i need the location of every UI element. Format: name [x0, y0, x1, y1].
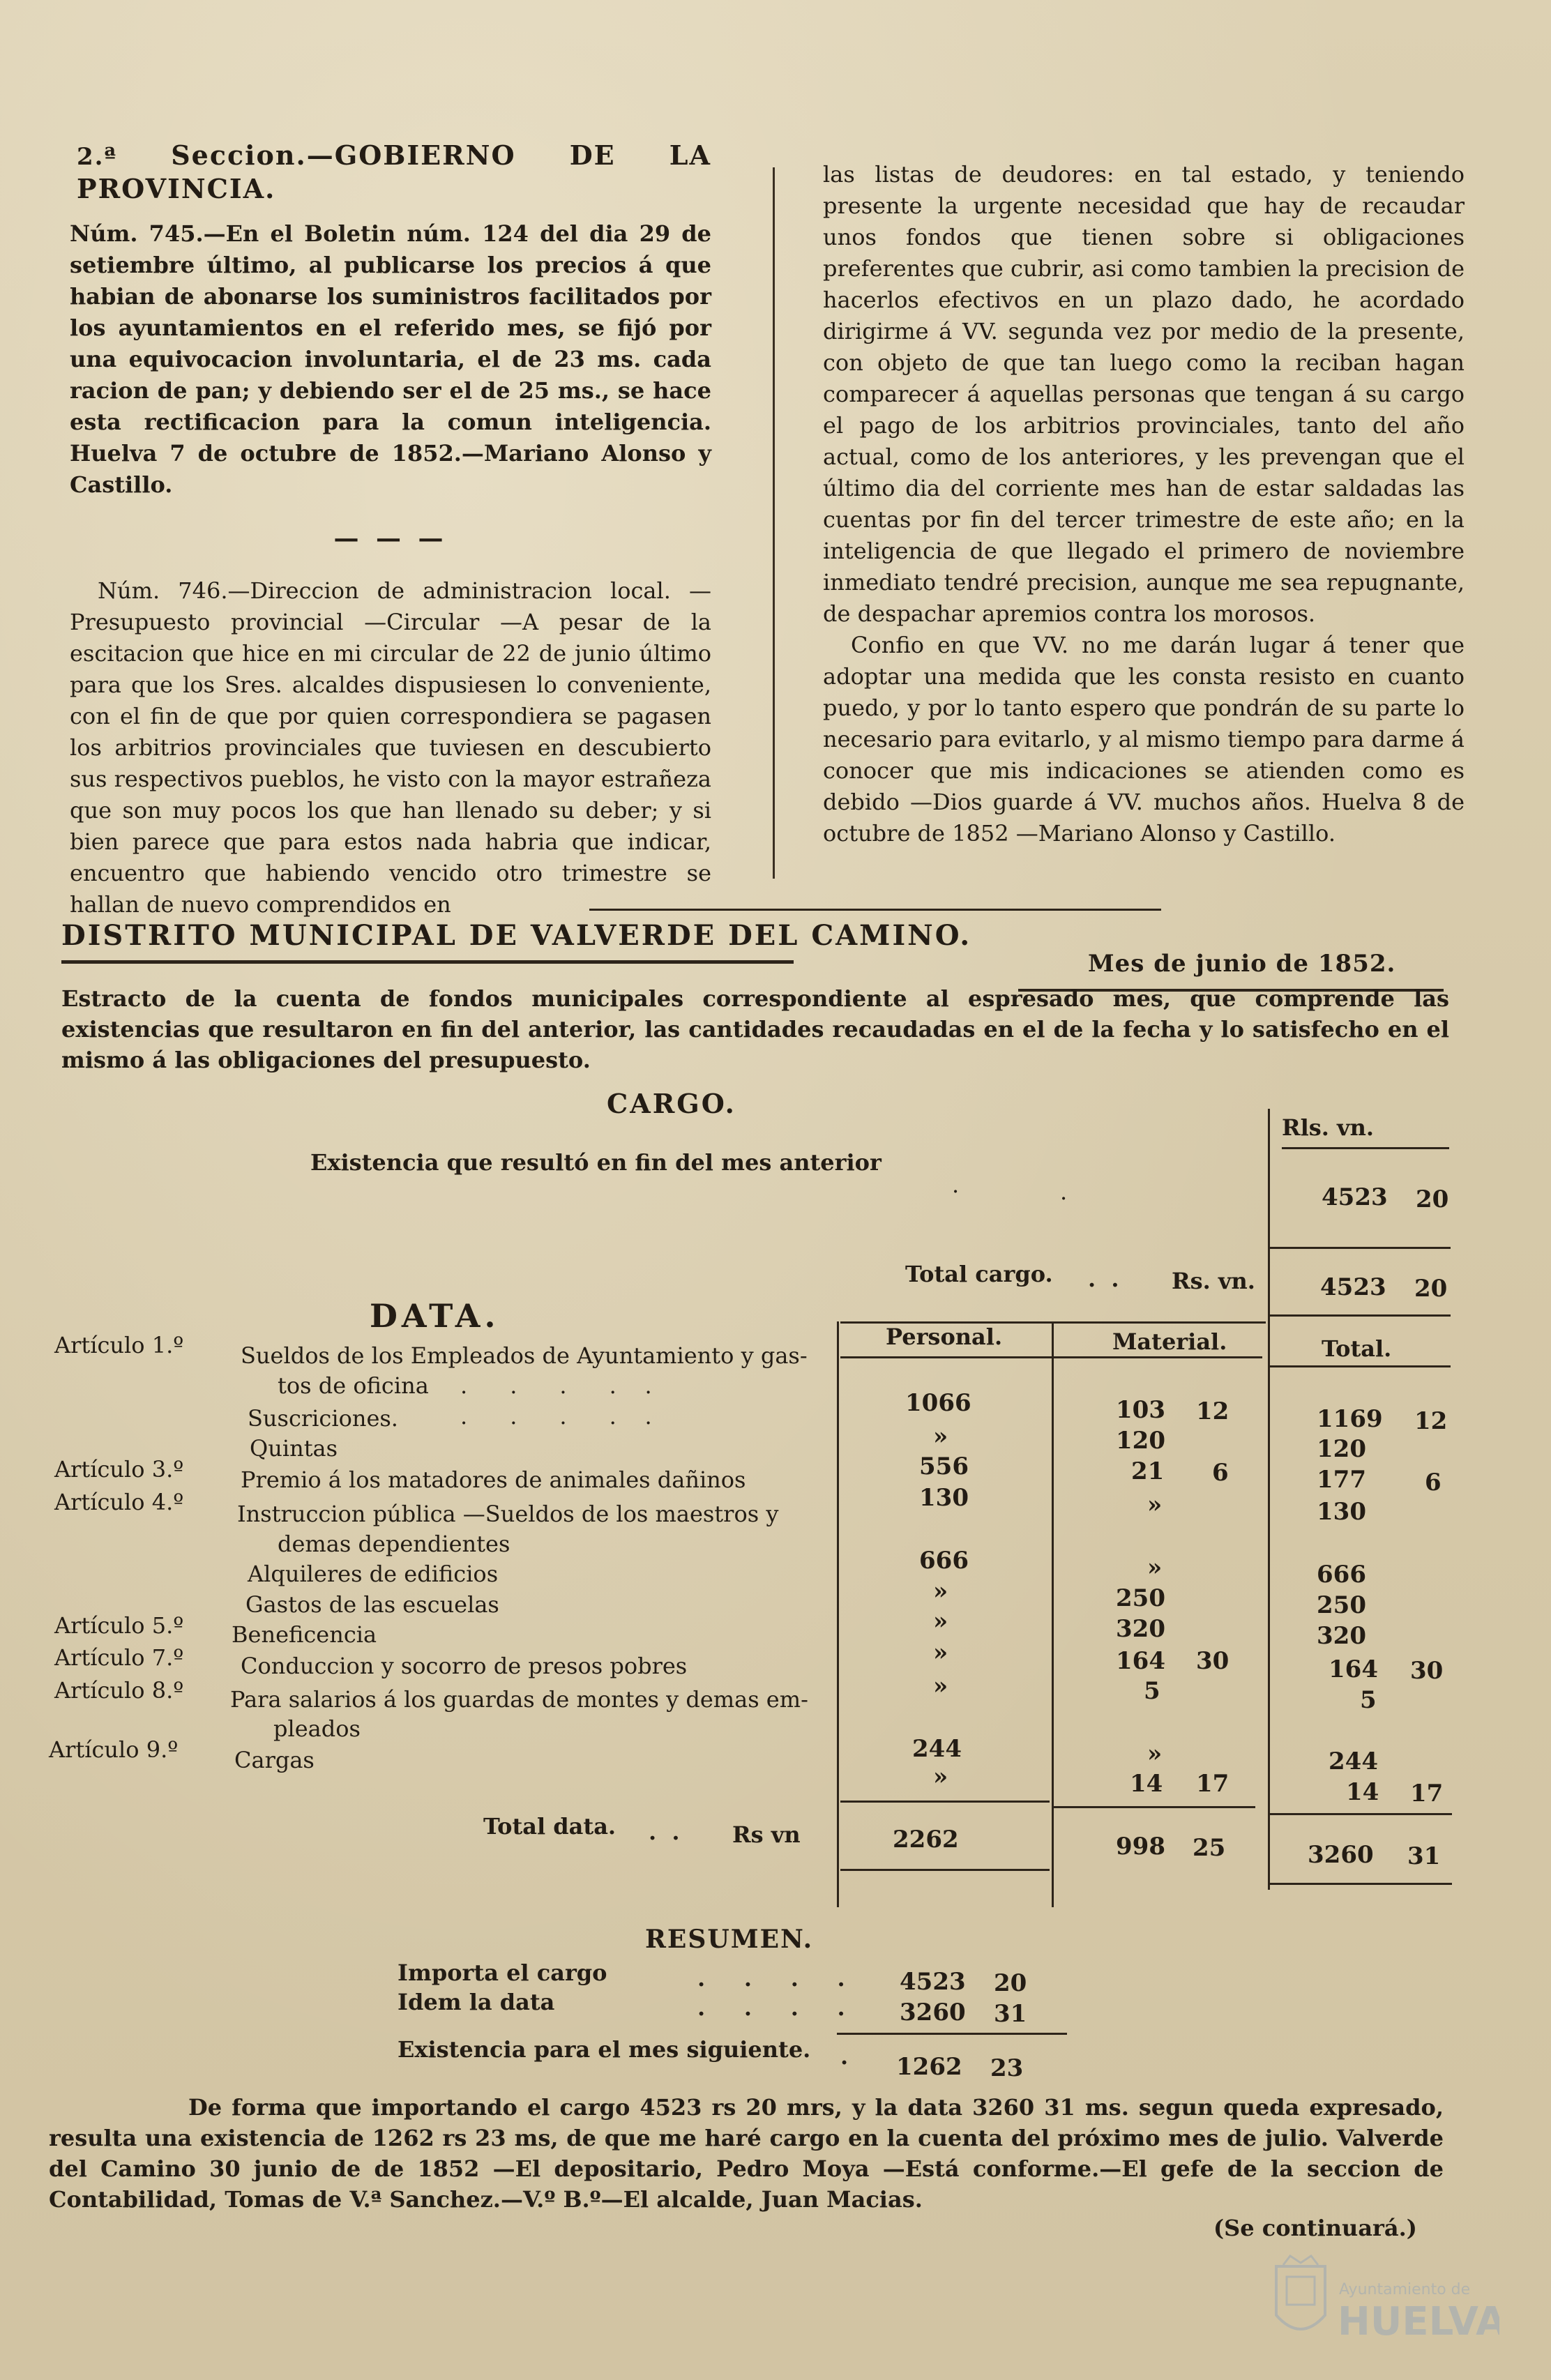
cargo-total-label: Total cargo. [905, 1261, 1053, 1287]
resumen-dot-3: . [840, 2043, 849, 2070]
bottom-rule-total [1269, 1883, 1452, 1885]
row-material-reales: » [1147, 1491, 1163, 1519]
row-article: Artículo 4.º [54, 1489, 184, 1515]
section-title [77, 139, 711, 204]
row-description-cont: pleados [273, 1715, 361, 1742]
cargo-left-rule [1268, 1109, 1270, 1890]
resumen-cargo-label: Importa el cargo [398, 1960, 607, 1986]
notice-746-left [70, 575, 711, 920]
extract-text: Estracto de la cuenta de fondos municipales correspondiente al espresado mes, que comprende las existencias que resultaron en fin del anterior, las cantidades recaudadas en el de la fecha y lo satisfecho en el mismo á las obligaciones del presupuesto. [61, 985, 1449, 1073]
notice-746-text-left: —Direccion de administracion local. —Presupuesto provincial —Circular —A pesar de la escitacion que hice en mi circular de 22 de junio último para que los Sres. alcaldes dispusiesen lo conveniente, con el fin de que por quien correspondiera se pagasen los arbitrios provinciales que tuviesen en descubierto sus respectivos pueblos, he visto con la mayor estrañeza que son muy pocos los que han llenado su deber; y si bien parece que para estos nada habria que indicar, encuentro que habiendo vencido otro trimestre se hallan de nuevo comprendidos en [70, 577, 711, 918]
row-description: Gastos de las escuelas [245, 1591, 499, 1618]
row-material-centimos: 6 [1212, 1459, 1229, 1487]
resumen-data-centimos: 31 [994, 2000, 1027, 2028]
row-total-reales: 1169 [1317, 1405, 1383, 1433]
row-material-reales: 5 [1144, 1677, 1160, 1705]
row-material-reales: 320 [1116, 1615, 1165, 1643]
data-total-total-centimos: 31 [1407, 1842, 1441, 1870]
row-description-cont: demas dependientes [278, 1531, 510, 1557]
row-material-reales: 250 [1116, 1584, 1165, 1612]
cargo-col-head: Rls. vn. [1282, 1114, 1375, 1141]
row-total-reales: 130 [1317, 1498, 1366, 1526]
data-total-total-reales: 3260 [1308, 1841, 1374, 1869]
existencia-label: Existencia que resultó en fin del mes anterior [310, 1149, 882, 1176]
row-material-reales: 14 [1130, 1770, 1163, 1798]
closing-paragraph [49, 2092, 1444, 2215]
row-total-centimos: 6 [1425, 1469, 1442, 1496]
row-total-reales: 250 [1317, 1591, 1366, 1619]
row-personal: » [933, 1423, 948, 1450]
row-material-centimos: 30 [1196, 1647, 1230, 1675]
row-material-centimos: 12 [1196, 1397, 1230, 1425]
row-personal: » [933, 1607, 948, 1635]
data-top-rule-total [1269, 1314, 1451, 1317]
data-total-unit: Rs vn [732, 1821, 801, 1848]
col-rule-material [1052, 1321, 1054, 1907]
total-rule-material [1053, 1806, 1255, 1808]
row-personal: 244 [912, 1735, 962, 1763]
coat-of-arms-icon [1262, 2252, 1499, 2357]
notice-745 [70, 218, 711, 501]
month-label: Mes de junio de 1852. [1088, 950, 1396, 978]
total-rule-total [1269, 1813, 1452, 1815]
row-article: Artículo 3.º [54, 1456, 184, 1483]
row-material-reales: 103 [1116, 1396, 1165, 1424]
existencia-centimos: 20 [1416, 1185, 1449, 1213]
row-description: Sueldos de los Empleados de Ayuntamiento y gas- [241, 1342, 808, 1369]
data-total-personal: 2262 [893, 1826, 959, 1854]
row-personal: » [933, 1672, 948, 1700]
row-personal: » [933, 1577, 948, 1605]
row-total-centimos: 17 [1410, 1780, 1444, 1807]
resumen-dots-2: . . . . [697, 1994, 845, 2021]
cargo-total-centimos: 20 [1414, 1275, 1448, 1303]
row-description: Conduccion y socorro de presos pobres [241, 1653, 688, 1679]
row-material-reales: » [1147, 1740, 1163, 1768]
row-description: Cargas [234, 1747, 315, 1773]
section-heading: Seccion.—GOBIERNO DE LA PROVINCIA. [77, 139, 711, 204]
row-total-reales: 666 [1317, 1561, 1366, 1589]
row-article: Artículo 8.º [54, 1677, 184, 1704]
row-total-reales: 177 [1317, 1466, 1366, 1494]
rule-top [589, 909, 1161, 911]
row-total-reales: 120 [1317, 1435, 1366, 1463]
notice-745-text: —En el Boletin núm. 124 del dia 29 de setiembre último, al publicarse los precios á que habian de abonarse los suministros facilitados por los ayuntamientos en el referido mes, se fijó por una equivocacion involuntaria, el de 23 ms. cada racion de pan; y debiendo ser el de 25 ms., se hace esta rectificacion para la comun inteligencia. Huelva 7 de octubre de 1852.—Mariano Alonso y Castillo. [70, 220, 712, 498]
district-title: DISTRITO MUNICIPAL DE VALVERDE DEL CAMINO. [61, 919, 972, 952]
row-description-cont: tos de oficina [278, 1372, 429, 1399]
cargo-total-unit: Rs. vn. [1172, 1268, 1255, 1294]
col-material: Material. [1112, 1328, 1227, 1355]
row-description: Beneficencia [232, 1621, 377, 1648]
row-personal: 556 [919, 1453, 969, 1480]
leader-dots-a: . . . . . . . . . . [460, 1372, 652, 1430]
row-total-centimos: 30 [1410, 1657, 1444, 1685]
row-total-reales: 164 [1329, 1655, 1378, 1683]
data-heading: DATA. [370, 1297, 500, 1335]
row-article: Artículo 5.º [54, 1612, 184, 1639]
continued-note: (Se continuará.) [1213, 2215, 1417, 2241]
row-article: Artículo 7.º [54, 1644, 184, 1671]
data-total-label: Total data. [483, 1813, 616, 1840]
resumen-heading: RESUMEN. [645, 1925, 814, 1954]
row-material-reales: 120 [1116, 1427, 1165, 1455]
resumen-data-reales: 3260 [900, 1999, 966, 2026]
notice-746-right-2: Confio en que VV. no me darán lugar á tener que adoptar una medida que les consta resisto en cuanto puedo, y por lo tanto espero que pondrán de su parte lo necesario para evitarlo, y al mismo tiempo para darme á conocer que mis indicaciones se atienden como es debido —Dios guarde á VV. muchos años. Huelva 8 de octubre de 1852 —Mariano Alonso y Castillo. [823, 632, 1465, 847]
column-divider [773, 167, 775, 879]
resumen-exist-reales: 1262 [896, 2053, 962, 2081]
row-description: Para salarios á los guardas de montes y demas em- [230, 1686, 808, 1713]
notice-746-number: Núm. 746. [98, 577, 228, 604]
col-rule-personal [837, 1321, 839, 1907]
extract-paragraph [61, 983, 1449, 1075]
row-personal: » [933, 1763, 948, 1791]
row-description: Alquileres de edificios [248, 1561, 499, 1587]
watermark-line-2: HUELVA [1338, 2299, 1499, 2344]
col-total: Total. [1322, 1335, 1392, 1362]
notice-746-right-1: las listas de deudores: en tal estado, y teniendo presente la urgente necesidad que hay de recaudar unos fondos que tienen sobre si obligaciones preferentes que cubrir, asi como tambien la precision de hacerlos efectivos en un plazo dado, he acordado dirigirme á VV. segunda vez por medio de la presente, con objeto de que tan luego como la reciban hagan comparecer á aquellas personas que tengan á su cargo el pago de los arbitrios provinciales, tanto del año actual, como de los anteriores, y les prevengan que el último dia del corriente mes han de estar saldadas las cuentas por fin del tercer trimestre de este año; en la inteligencia de que llegado el primero de noviembre inmediato tendré precision, aunque me sea repugnante, de despachar apremios contra los morosos. [823, 161, 1465, 627]
huelva-logo [1262, 2252, 1499, 2357]
resumen-exist-centimos: 23 [990, 2054, 1024, 2082]
total-rule-personal [840, 1801, 1050, 1803]
col-personal: Personal. [886, 1324, 1003, 1350]
row-material-reales: » [1147, 1554, 1163, 1582]
cargo-heading: CARGO. [607, 1088, 736, 1119]
data-total-material-reales: 998 [1116, 1833, 1165, 1860]
leader-dot-1: . [952, 1172, 960, 1198]
cargo-total-dots: . . [1088, 1266, 1119, 1292]
row-description: Instruccion pública —Sueldos de los maestros y [237, 1501, 779, 1527]
row-description: Suscriciones. [248, 1405, 398, 1432]
watermark-line-1: Ayuntamiento de [1339, 2281, 1471, 2298]
row-description: Premio á los matadores de animales dañinos [241, 1466, 746, 1493]
row-total-reales: 5 [1360, 1686, 1377, 1714]
resumen-exist-label: Existencia para el mes siguiente. [398, 2036, 811, 2063]
bottom-rule-personal [840, 1869, 1050, 1871]
row-total-centimos: 12 [1414, 1407, 1448, 1435]
separator: — — — [333, 524, 448, 553]
row-material-centimos: 17 [1196, 1770, 1230, 1798]
row-personal: 1066 [905, 1389, 971, 1417]
left-column [70, 139, 711, 920]
row-article: Artículo 9.º [49, 1736, 179, 1763]
row-total-reales: 14 [1346, 1778, 1379, 1806]
notice-745-number: Núm. 745. [70, 220, 204, 247]
resumen-cargo-reales: 4523 [900, 1968, 966, 1996]
rule-district [61, 960, 794, 964]
right-column [823, 159, 1465, 849]
closing-text: De forma que importando el cargo 4523 rs 20 mrs, y la data 3260 31 ms. segun queda expresado, resulta una existencia de 1262 rs 23 ms, de que me haré cargo en la cuenta del próximo mes de julio. Valverde del Camino 30 junio de de 1852 —El depositario, Pedro Moya —Está conforme.—El gefe de la seccion de Contabilidad, Tomas de V.ª Sanchez.—V.º B.º—El alcalde, Juan Macias. [49, 2094, 1444, 2213]
row-total-reales: 320 [1317, 1622, 1366, 1650]
leader-dot-2: . [1060, 1178, 1068, 1205]
row-personal: 130 [919, 1484, 969, 1512]
cargo-total-reales: 4523 [1320, 1273, 1386, 1301]
existencia-reales: 4523 [1322, 1183, 1388, 1211]
resumen-rule [837, 2033, 1067, 2035]
row-total-reales: 244 [1329, 1748, 1378, 1775]
resumen-dots-1: . . . . [697, 1965, 845, 1992]
cargo-col-rule [1282, 1147, 1449, 1149]
resumen-cargo-centimos: 20 [994, 1969, 1027, 1997]
data-head-rule-total [1269, 1365, 1451, 1367]
row-personal: » [933, 1639, 948, 1667]
row-material-reales: 164 [1116, 1647, 1165, 1675]
resumen-data-label: Idem la data [398, 1989, 555, 2015]
row-personal: 666 [919, 1547, 969, 1575]
data-total-dots: . . [649, 1819, 680, 1845]
data-total-material-centimos: 25 [1193, 1834, 1226, 1862]
section-number: 2.ª [77, 143, 118, 171]
row-article: Artículo 1.º [54, 1332, 184, 1358]
row-material-reales: 21 [1131, 1457, 1165, 1485]
cargo-total-rule [1268, 1247, 1451, 1249]
row-description: Quintas [250, 1435, 338, 1462]
